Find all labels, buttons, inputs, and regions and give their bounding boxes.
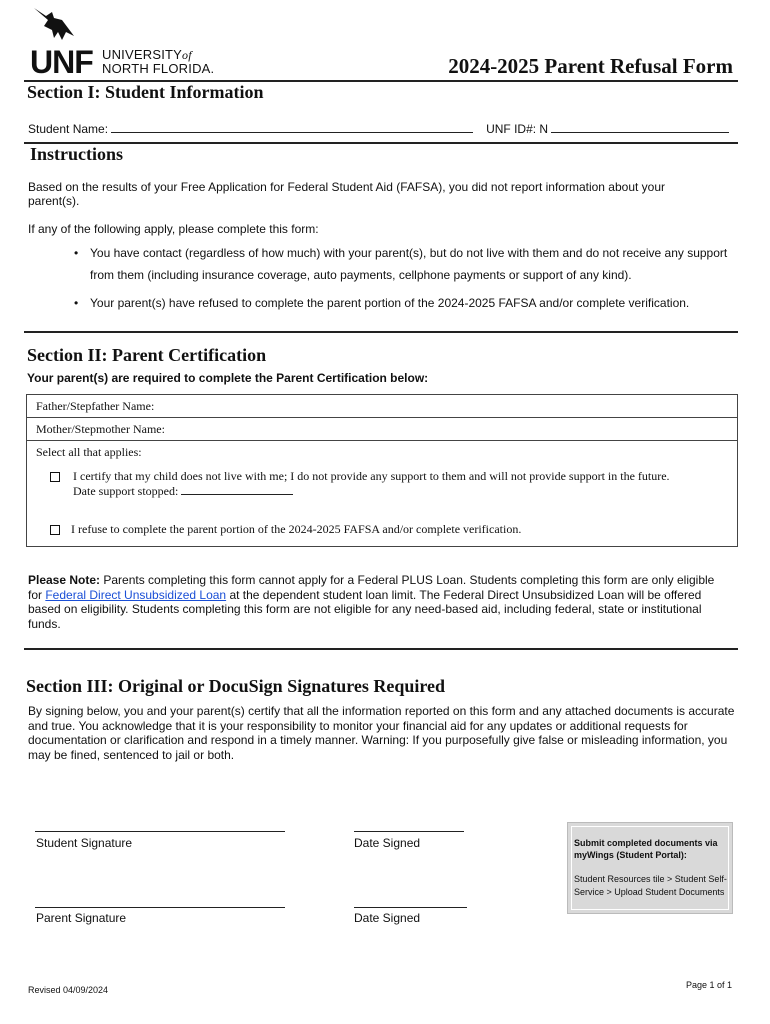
instructions-divider [24, 331, 738, 333]
osprey-icon [32, 6, 76, 46]
option1-checkbox[interactable] [50, 472, 60, 482]
bullet-item: • You have contact (regardless of how much) with your parent(s), but do not live with them and do not receive any support from them (including insurance coverage, auto payments, cellphone payments or support of any kind). [68, 242, 738, 286]
unf-id-field[interactable] [551, 120, 729, 133]
option1-text: I certify that my child does not live with me; I do not provide any support to them and will not provide support in the future. [73, 469, 670, 483]
note-divider [24, 648, 738, 650]
form-title: 2024-2025 Parent Refusal Form [448, 54, 733, 78]
page-number: Page 1 of 1 [686, 980, 733, 990]
revised-date: Revised 04/09/2024 [28, 985, 109, 995]
instructions-title: Instructions [30, 144, 124, 164]
student-signature-line[interactable] [35, 831, 285, 832]
father-name-label: Father/Stepfather Name: [36, 399, 155, 413]
logo-university-name: UNIVERSITYof NORTH FLORIDA. [102, 47, 215, 76]
section3-paragraph: By signing below, you and your parent(s) certify that all the information reported on this form and any attached documents is accurate and true. You acknowledge that it is your responsibility to monitor your financial aid for any updates or additional requests for documentation or clarification and respond in a timely manner. Warning: If you purposefully give false or misleading information, you may be fined, sentenced to jail or both. [28, 704, 735, 762]
mother-name-row[interactable] [27, 418, 737, 441]
instructions-bullets [68, 242, 738, 314]
date-signed-label-1: Date Signed [354, 836, 421, 850]
instructions-paragraph2: If any of the following apply, please complete this form: [28, 222, 319, 236]
note-lead: Please Note: [28, 573, 101, 587]
instructions-paragraph1: Based on the results of your Free Application for Federal Student Aid (FAFSA), you did not report information about your parent(s). [28, 180, 666, 208]
unf-id-label: UNF ID#: N [486, 122, 549, 136]
option1-date-row [73, 484, 293, 499]
student-name-field[interactable] [111, 120, 473, 133]
submit-box-inner [571, 826, 729, 910]
submit-path: Student Resources tile > Student Self-Service > Upload Student Documents [574, 874, 727, 897]
section1-divider [24, 142, 738, 144]
bullet-item: • Your parent(s) have refused to complete the parent portion of the 2024-2025 FAFSA and/or complete verification. [68, 292, 738, 314]
option2-checkbox[interactable] [50, 525, 60, 535]
section2-subtitle: Your parent(s) are required to complete the Parent Certification below: [27, 371, 429, 385]
section1-title: Section I: Student Information [27, 82, 264, 102]
date-signed-line-1[interactable] [354, 831, 464, 832]
direct-unsubsidized-loan-link[interactable]: Federal Direct Unsubsidized Loan [45, 587, 227, 602]
section2-title: Section II: Parent Certification [27, 345, 267, 365]
student-signature-label: Student Signature [36, 836, 133, 850]
date-support-stopped-label: Date support stopped: [73, 484, 179, 498]
submit-instructions-box [567, 822, 733, 914]
date-signed-label-2: Date Signed [354, 911, 421, 925]
option2-text: I refuse to complete the parent portion of the 2024-2025 FAFSA and/or complete verification. [71, 522, 522, 536]
parent-signature-label: Parent Signature [36, 911, 127, 925]
date-signed-line-2[interactable] [354, 907, 467, 908]
father-name-row[interactable] [27, 395, 737, 418]
mother-name-label: Mother/Stepmother Name: [36, 422, 165, 436]
student-name-label: Student Name: [28, 122, 109, 136]
submit-heading: Submit completed documents via myWings (Student Portal): [574, 838, 718, 860]
select-options-row [27, 441, 737, 548]
select-label: Select all that applies: [36, 445, 142, 459]
section3-title: Section III: Original or DocuSign Signatures Required [26, 676, 446, 696]
parent-certification-table [26, 394, 738, 547]
parent-signature-line[interactable] [35, 907, 285, 908]
logo-word: UNF [30, 44, 93, 80]
please-note: Please Note: Parents completing this form cannot apply for a Federal PLUS Loan. Students completing this form are only eligible for Federal Direct Unsubsidized Loan at the dependent student loan limit. The Federal Direct Unsubsidized Loan will be offered based on eligibility. Students completing this form are not eligible for any need-based aid, including federal, state or institutional funds. [28, 573, 715, 631]
date-support-stopped-field[interactable] [181, 484, 293, 495]
student-info-row [28, 120, 738, 136]
